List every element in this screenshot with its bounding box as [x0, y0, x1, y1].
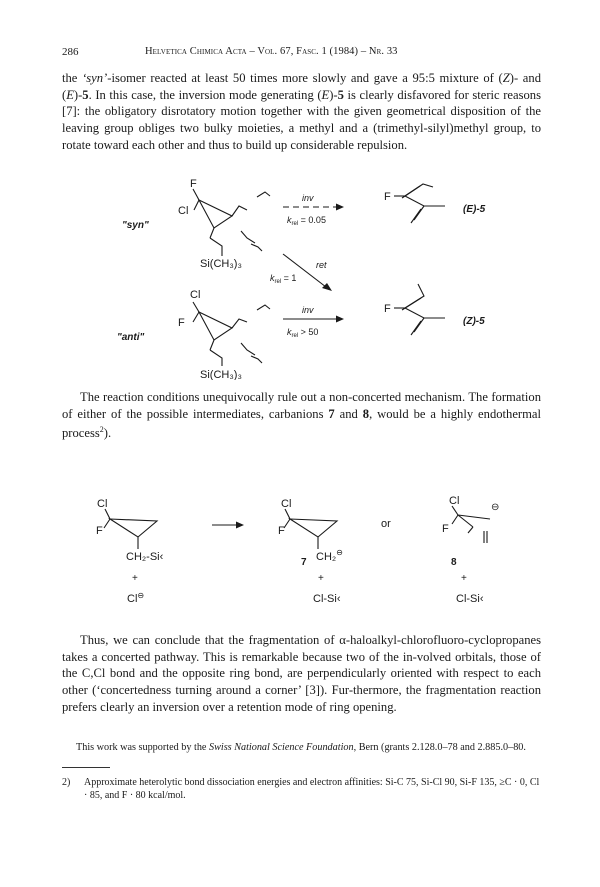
compound-8-number: 8	[451, 557, 457, 568]
text: , Bern (grants 2.128.0–78 and 2.885.0–80.	[353, 742, 526, 753]
atom-F: F	[278, 525, 285, 537]
atom-Cl: Cl	[178, 205, 189, 217]
inv-label: inv	[302, 193, 314, 203]
atom-F: F	[190, 178, 197, 190]
product-Z5-label: (Z)-5	[463, 316, 485, 327]
rate-constant-ret	[270, 273, 296, 285]
rate-constant-anti	[287, 327, 318, 339]
compound-number: 7	[328, 406, 335, 421]
text: This work was supported by the	[76, 742, 209, 753]
plus-sign: +	[461, 573, 467, 584]
anti-label: "anti"	[117, 332, 145, 343]
trimethylsilyl-group: Si(CH₃)₃	[200, 369, 242, 380]
compound-number: 5	[82, 87, 89, 102]
atom-Cl: Cl	[190, 289, 201, 301]
text: The reaction conditions unequivocally rule out a non-concerted mechanism. The formation of either of the possible intermediates, carbanions	[62, 390, 541, 421]
atom-F: F	[384, 191, 391, 203]
k-symbol: k	[287, 215, 292, 225]
footnote-ref: 2	[99, 425, 104, 435]
text: is clearly disfavored for steric reasons [7]: the obligatory disrotatory motion together with the given geometrical disposition of the leaving group obliges two bulky moieties, a methyl and a (trimethyl-silyl)methyl group, to rotate toward each other and thus to build up considerable repulsion.	[62, 87, 541, 152]
footnote	[62, 776, 540, 802]
atom-Cl: Cl	[281, 498, 292, 510]
negative-charge: ⊖	[137, 591, 145, 600]
page-number: 286	[62, 46, 79, 58]
or-label: or	[381, 518, 391, 530]
atom-F: F	[442, 523, 449, 535]
reaction-scheme-carbanions	[0, 495, 600, 625]
k-symbol: k	[287, 327, 292, 337]
chlorosilane: Cl-Si‹	[456, 593, 484, 605]
compound-7-number: 7	[301, 557, 307, 568]
text: and	[334, 406, 363, 421]
k-subscript: rel	[291, 221, 299, 227]
text-italic: E	[66, 87, 74, 102]
acknowledgement	[76, 742, 546, 753]
text: . In this case, the inversion mode generating (	[88, 87, 322, 102]
k-value: > 50	[298, 327, 319, 337]
footnote-marker: 2)	[62, 777, 71, 788]
atom-Cl: Cl	[449, 495, 460, 507]
journal-running-title: Helvetica Chimica Acta – Vol. 67, Fasc. 1 (1984) – Nr. 33	[145, 46, 398, 57]
atom-F: F	[384, 303, 391, 315]
plus-sign: +	[318, 573, 324, 584]
text-italic: Z	[502, 71, 510, 85]
paragraph-conclusion: Thus, we can conclude that the fragmentation of α-haloalkyl-chlorofluoro-cyclopropanes takes a concerted pathway. This is remarkable because two of the in-volved orbitals, those of the C,Cl bond and the opposite ring bond, are perpendicularly oriented with respect to each other (‘concertedness turning around a corner’ [3]). Fur-thermore, the fragmentation reaction prefers clearly an inversion over a retention mode of ring opening.	[62, 633, 541, 714]
text: )-	[73, 87, 83, 102]
ret-label: ret	[316, 260, 327, 270]
rate-constant-syn	[287, 215, 326, 227]
negative-charge: ⊖	[491, 502, 500, 513]
text: ).	[103, 426, 112, 441]
product-E5-label: (E)-5	[463, 204, 486, 215]
text: )-	[329, 87, 338, 102]
trimethylsilyl-group: Si(CH₃)₃	[200, 258, 242, 270]
atom-F: F	[178, 317, 185, 329]
ch2-group: CH₂	[316, 551, 337, 563]
compound-number: 5	[337, 87, 344, 102]
chloride-anion	[127, 591, 144, 605]
paragraph-syn-isomer	[62, 70, 541, 154]
text-italic: ‘syn’	[82, 71, 108, 85]
atom-F: F	[96, 525, 103, 537]
text: , would be a highly endothermal process	[62, 406, 541, 441]
chloride-symbol: Cl	[127, 593, 138, 605]
silylmethyl-group: CH₂-Si‹	[126, 551, 164, 563]
k-subscript: rel	[274, 279, 282, 285]
text-italic: Swiss National Science Foundation	[209, 742, 354, 753]
k-value: = 0.05	[298, 215, 326, 225]
text: the	[62, 71, 83, 85]
footnote-divider	[62, 767, 110, 768]
text-italic: E	[321, 87, 330, 102]
text: )- and (	[62, 71, 541, 102]
negative-charge: ⊖	[336, 548, 343, 557]
carbanion-CH2	[316, 548, 343, 563]
paragraph-mechanism	[62, 389, 541, 442]
atom-Cl: Cl	[97, 498, 108, 510]
k-symbol: k	[270, 273, 275, 283]
plus-sign: +	[132, 573, 138, 584]
text: -isomer reacted at least 50 times more slowly and gave a 95:5 mixture of (	[107, 71, 503, 85]
k-subscript: rel	[291, 333, 299, 339]
inv-label: inv	[302, 305, 314, 315]
reaction-scheme-syn-anti	[0, 170, 600, 380]
compound-number: 8	[362, 406, 370, 421]
k-value: = 1	[281, 273, 297, 283]
syn-label: "syn"	[122, 220, 149, 231]
chlorosilane: Cl-Si‹	[313, 593, 341, 605]
footnote-text: Approximate heterolytic bond dissociation energies and electron affinities: Si-C 75, Si-Cl 90, Si-F 135, ≥C · 0, Cl · 85, and F · 80 kcal/mol.	[84, 777, 540, 801]
page-header	[0, 46, 600, 62]
